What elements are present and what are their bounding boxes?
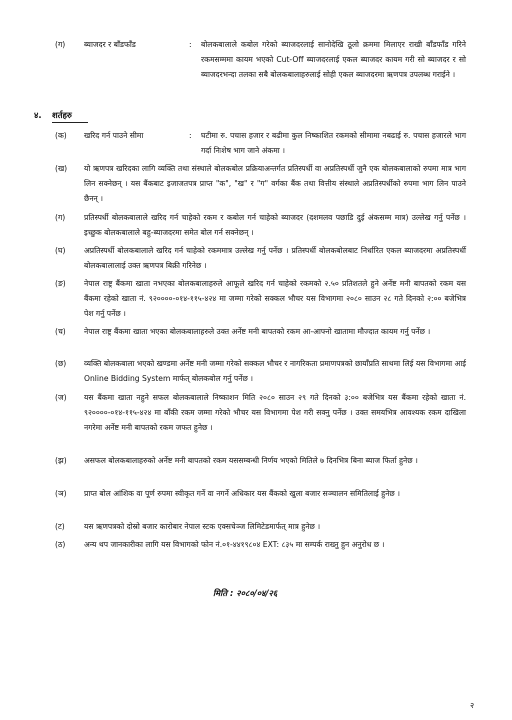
item-marker: (ग) bbox=[55, 40, 66, 49]
item-text: नेपाल राष्ट्र बैंकमा खाता भएका बोलकबालाहरुले उक्त अर्नेष्ट मनी बापतको रकम आ-आफ्नो खातामा मौज्दात कायम गर्नु पर्नेछ । bbox=[84, 327, 431, 336]
item-marker: (झ) bbox=[55, 456, 67, 465]
item-marker: (ग) bbox=[55, 213, 66, 222]
item-text: नेपाल राष्ट्र बैंकमा खाता नभएका बोलकबालाहरुले आफूले खरिद गर्न चाहेको रकमको २.५० प्रतिशतले हुने अर्नेष्ट मनी बापतको रकम यस बैंकमा रहेको खाता नं. ९२००००-०१४-११५-४२४ मा जम्मा गरेको सक्कल भौचर यस विभागमा २०८० साउन २८ गते दिनको २:०० बजेभित्र पेश गर्नु पर्नेछ । bbox=[84, 279, 466, 318]
item-text: प्रतिस्पर्धी बोलकबालाले खरिद गर्न चाहेको रकम र कबोल गर्न चाहेको ब्याजदर (दशमलव पछाडि दुई अंकसम्म मात्र) उल्लेख गर्नु पर्नेछ । इच्छुक बोलकबालाले बहु-ब्याजदरमा समेत बोल गर्न सक्नेछन् । bbox=[84, 213, 466, 237]
item-text: यस बैंकमा खाता नहुने सफल बोलकबालाले निष्काशन मिति २०८० साउन २९ गते दिनको ३:०० बजेभित्र यस बैंकमा रहेको खाता नं. ९२००००-०१४-११५-४२४ मा बाँकी रकम जम्मा गरेको भौचर यस विभागमा पेश गरी सक्नु पर्नेछ । उक्त समयभित्र आवश्यक रकम दाखिला नगरेमा अर्नेष्ट मनी बापतको रकम जफत हुनेछ । bbox=[84, 393, 466, 432]
item-text: बोलकबालाले कबोल गरेको ब्याजदरलाई सानोदेखि ठूलो क्रममा मिलाएर राखी बाँडफाँड गरिने रकमसम्ममा कायम भएको Cut-Off ब्याजदरलाई एकल ब्याजदर कायम गरी सो ब्याजदर र सो ब्याजदरभन्दा तलका सबै बोलकबालाहरुलाई सोही एकल ब्याजदरमा ऋणपत्र उपलब्ध गराईने । bbox=[201, 40, 466, 79]
item-text: अन्य थप जानकारीका लागि यस विभागको फोन नं.०१-४४१९८०४ EXT: ८३५ मा सम्पर्क राख्नु हुन अनुरोध छ । bbox=[84, 540, 385, 549]
item-marker: (ट) bbox=[55, 522, 65, 531]
item-text: यो ऋणपत्र खरिदका लागि व्यक्ति तथा संस्थाले बोलकबोल प्रक्रियाअन्तर्गत प्रतिस्पर्धी वा अप्रतिस्पर्धी जुनै एक बोलकबालाको रुपमा मात्र भाग लिन सक्नेछन् । यस बैंकबाट इजाजतपत्र प्राप्त "क", "ख" र "ग" वर्गका बैंक तथा वित्तीय संस्थाले अप्रतिस्पर्धीको रुपमा भाग लिन पाउने छैनन् । bbox=[84, 164, 466, 203]
item-marker: (ख) bbox=[55, 164, 68, 173]
section-heading: शर्तहरु bbox=[52, 110, 72, 120]
item-title: ब्याजदर र बाँडफाँड bbox=[84, 40, 136, 49]
item-title: खरिद गर्न पाउने सीमा bbox=[84, 131, 144, 140]
item-text: अप्रतिस्पर्धी बोलकबालाले खरिद गर्न चाहेको रकममात्र उल्लेख गर्नु पर्नेछ । प्रतिस्पर्धी बोलकबोलबाट निर्धारित एकल ब्याजदरमा अप्रतिस्पर्धी बोलकबालालाई उक्त ऋणपत्र बिक्री गरिनेछ । bbox=[84, 246, 466, 270]
item-marker: (क) bbox=[55, 131, 67, 140]
item-text: व्यक्ति बोलकबाला भएको खण्डमा अर्नेष्ट मनी जम्मा गरेको सक्कल भौचर र नागरिकता प्रमाणपत्रको छायाँप्रति साथमा लिई यस विभागमा आई Online Bidding System मार्फत् बोलकबोल गर्नु पर्नेछ । bbox=[84, 359, 466, 383]
item-marker: (ञ) bbox=[55, 489, 67, 498]
item-marker: (ज) bbox=[55, 393, 67, 402]
item-colon: : bbox=[189, 40, 192, 49]
section-number: ४. bbox=[34, 110, 42, 120]
item-text: प्राप्त बोल आंशिक वा पूर्ण रुपमा स्वीकृत गर्ने वा नगर्ने अधिकार यस बैंकको खुला बजार सञ्चालन समितिलाई हुनेछ । bbox=[84, 489, 401, 498]
item-text: घटीमा रु. पचास हजार र बढीमा कुल निष्काशित रकमको सीमामा नबढाई रु. पचास हजारले भाग गर्दा निःशेष भाग जाने अंकमा । bbox=[201, 131, 466, 155]
item-marker: (च) bbox=[55, 327, 66, 336]
item-text: असफल बोलकबालाहरुको अर्नेष्ट मनी बापतको रकम यससम्बन्धी निर्णय भएको मितिले ७ दिनभित्र बिना ब्याज फिर्ता हुनेछ । bbox=[84, 456, 418, 465]
item-text: यस ऋणपत्रको दोस्रो बजार कारोबार नेपाल स्टक एक्सचेञ्ज लिमिटेडमार्फत् मात्र हुनेछ । bbox=[84, 522, 321, 531]
document-date: मिति : २०८०/०४/२६ bbox=[213, 588, 278, 598]
heading-underline bbox=[52, 122, 88, 123]
item-colon: : bbox=[189, 131, 192, 140]
item-marker: (छ) bbox=[55, 359, 67, 368]
page-number: २ bbox=[470, 701, 475, 710]
item-marker: (ठ) bbox=[55, 540, 66, 549]
item-marker: (ङ) bbox=[55, 279, 66, 288]
item-marker: (घ) bbox=[55, 246, 66, 255]
